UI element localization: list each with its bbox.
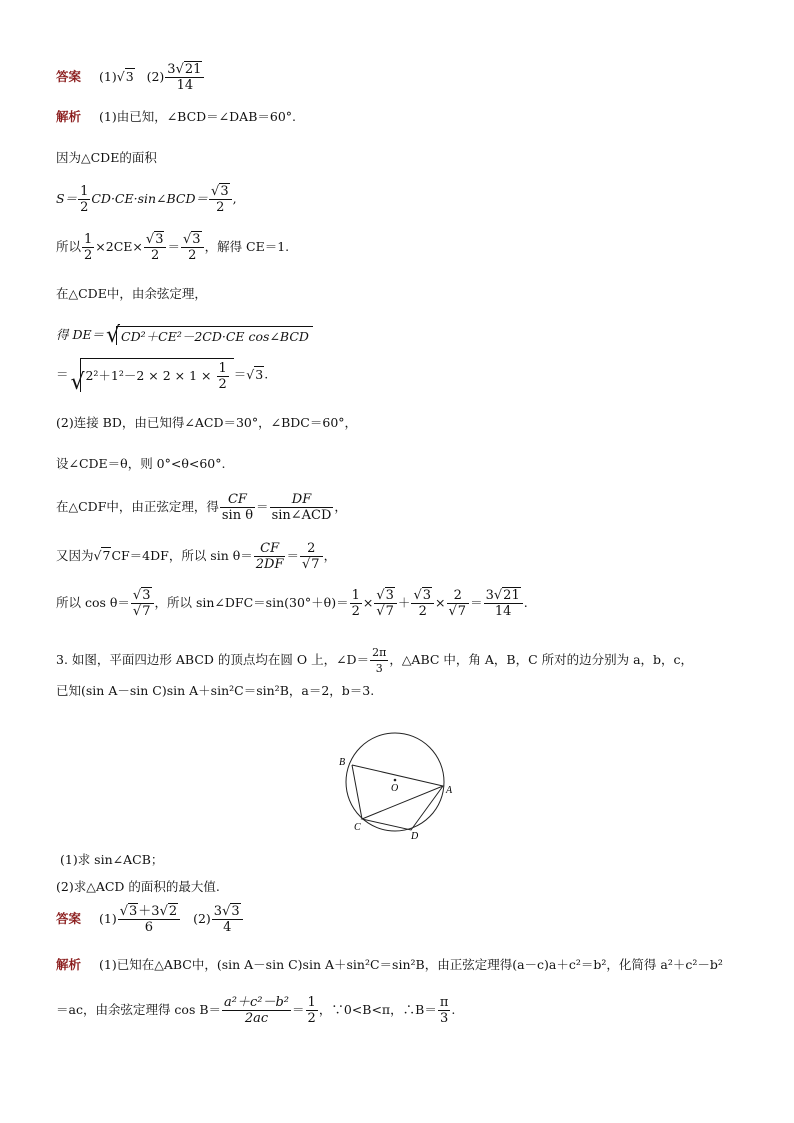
de-formula: 得 DE＝ √ CD²＋CE²－2CD·CE cos∠BCD: [56, 326, 313, 345]
analysis-line-2: [56, 957, 723, 973]
text-line: 设∠CDE＝θ，则 0°<θ<60°.: [56, 456, 226, 471]
label-a: A: [446, 785, 453, 796]
answer-label: 答案: [56, 69, 82, 84]
part-1-label: (1): [99, 69, 117, 84]
analysis-label: 解析: [56, 109, 82, 124]
circle-o: [346, 733, 444, 831]
solve-ce: 所以 $\frac{1}{2}$ ×2CE× $\frac{√3}{2}$ ＝ $\frac{√3}{2}$ ，解得 CE＝1.: [56, 232, 290, 263]
answer-label: 答案: [56, 911, 82, 926]
quadrilateral-edges: [352, 765, 443, 830]
answer-line-2: 答案 (1) $\frac{√3+3√2}{6}$ (2) $\frac{3√3}{4}$: [56, 904, 244, 935]
label-d: D: [411, 831, 419, 842]
answer-line-1: [56, 62, 205, 93]
label-c: C: [354, 822, 361, 833]
analysis-label: 解析: [56, 957, 82, 972]
de-evaluation: ＝ √ 2²＋1²－2 × 2 × 1 × $\frac{1}{2}$ ＝√3.: [56, 358, 268, 392]
area-formula: S＝ $\frac{1}{2}$ CD·CE·sin∠BCD＝ $\frac{√3}{2}$ ,: [56, 184, 237, 215]
label-b: B: [339, 757, 346, 768]
problem-3-given: 已知(sin A－sin C)sin A＋sin²C＝sin²B，a＝2，b＝3.: [56, 683, 375, 698]
question-1: (1)求 sin∠ACB；: [60, 852, 164, 867]
part-2-label: (2): [146, 69, 165, 84]
sine-law: 在△CDF中，由正弦定理，得 $\frac{CF}{\text{sin θ}}$ ＝ $\frac{DF}{\text{sin∠ACD}}$ ，: [56, 492, 347, 523]
circle-quadrilateral-figure: [335, 727, 465, 842]
cosine-derivation: ＝ac，由余弦定理得 cos B＝ $\frac{\text{a²＋c²－b²}}{2ac}$ ＝ $\frac{1}{2}$ ，∵0<B<π，∴B＝ $\frac{\pi}{3}$ .: [56, 995, 456, 1026]
fraction-answer: $\frac{3√21}{14}$: [165, 62, 204, 93]
text-line: 因为△CDE的面积: [56, 150, 157, 165]
analysis-line-1: [56, 109, 296, 125]
text-line: (2)连接 BD，由已知得∠ACD＝30°，∠BDC＝60°，: [56, 415, 358, 430]
sqrt-3: √3: [116, 69, 134, 84]
problem-3-statement: 3. 如图，平面四边形 ABCD 的顶点均在圆 O 上，∠D＝ $\frac{2\pi}{3}$ ，△ABC 中，角 A，B，C 所对的边分别为 a，b，c，: [56, 646, 694, 675]
analysis-text: (1)由已知，∠BCD＝∠DAB＝60°.: [99, 109, 297, 124]
text-line: 在△CDE中，由余弦定理，: [56, 286, 207, 301]
sin-theta: 又因为√7CF＝4DF，所以 sin θ＝ $\frac{CF}{2DF}$ ＝ $\frac{2}{√7}$ ，: [56, 541, 337, 572]
question-2: (2)求△ACD 的面积的最大值.: [56, 879, 220, 894]
analysis-text: (1)已知在△ABC中，(sin A－sin C)sin A＋sin²C＝sin²B，由正弦定理得(a－c)a＋c²＝b²，化简得 a²＋c²－b²: [99, 957, 723, 972]
label-o: O: [391, 783, 399, 794]
edge-bc: [352, 765, 362, 819]
cos-theta: 所以 cos θ＝ $\frac{√3}{√7}$ ，所以 sin∠DFC＝sin(30°＋θ)＝ $\frac{1}{2}$ × $\frac{√3}{√7}$ ＋ $\frac{√3}{2}$ × $\frac{2}{√7}$ ＝ $\frac{3√21}{14}$ .: [56, 588, 528, 619]
center-dot: [394, 779, 397, 782]
